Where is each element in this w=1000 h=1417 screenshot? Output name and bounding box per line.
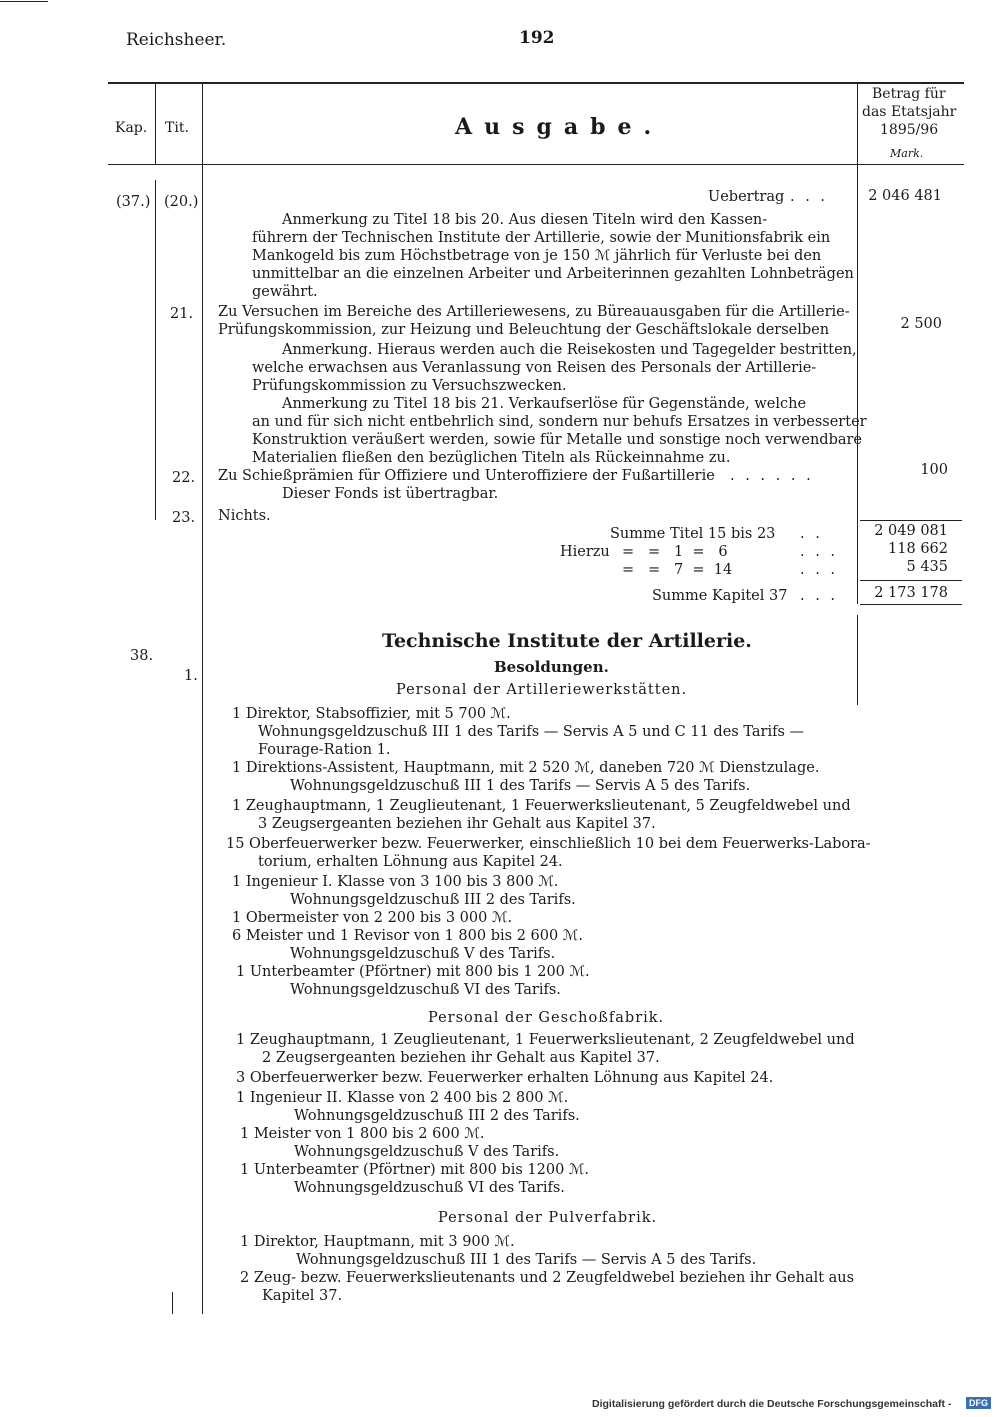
werk-line-2: Fourage-Ration 1. <box>258 742 391 758</box>
anm-18-21-line-2: Konstruktion veräußert werden, sowie für Metalle und sonstige noch verwendbare <box>252 432 863 448</box>
gesch-line-5: 1 Meister von 1 800 bis 2 600 ℳ. <box>240 1126 485 1142</box>
werk-line-4: Wohnungsgeldzuschuß III 1 des Tarifs — Servis A 5 des Tarifs. <box>290 778 751 794</box>
anm-21-line-1: welche erwachsen aus Veranlassung von Reisen des Personals der Artillerie- <box>252 360 817 376</box>
werk-line-10: Wohnungsgeldzuschuß III 2 des Tarifs. <box>290 892 576 908</box>
tit-1: 1. <box>184 668 198 684</box>
hierzu-1-amount: 118 662 <box>888 541 948 557</box>
uebertrag-amount: 2 046 481 <box>868 188 942 204</box>
anm-18-20-line-0: Anmerkung zu Titel 18 bis 20. Aus diesen Titeln wird den Kassen- <box>282 212 768 228</box>
tit-23-text: Nichts. <box>218 508 271 524</box>
gesch-line-8: Wohnungsgeldzuschuß VI des Tarifs. <box>294 1180 565 1196</box>
werk-line-5: 1 Zeughauptmann, 1 Zeuglieutenant, 1 Feuerwerkslieutenant, 5 Zeugfeldwebel und <box>232 798 851 814</box>
anm-18-21-line-3: Materialien fließen den bezüglichen Titeln als Rückeinnahme zu. <box>252 450 731 466</box>
summe-titel-dots: . . <box>800 526 823 542</box>
werk-line-11: 1 Obermeister von 2 200 bis 3 000 ℳ. <box>232 910 513 926</box>
tit-22-dots: . . . . . . <box>730 468 814 484</box>
tit-22: 22. <box>172 470 196 486</box>
summe-titel-label: Summe Titel 15 bis 23 <box>610 526 776 542</box>
tit-22-note: Dieser Fonds ist übertragbar. <box>282 486 499 502</box>
tit-21-line-0: Zu Versuchen im Bereiche des Artilleriewesens, zu Büreauausgaben für die Artillerie- <box>218 304 850 320</box>
werk-line-9: 1 Ingenieur I. Klasse von 3 100 bis 3 800 ℳ. <box>232 874 559 890</box>
table-top-rule <box>108 82 964 84</box>
tit-21-amount: 2 500 <box>900 316 942 332</box>
tit-20: (20.) <box>164 194 199 210</box>
personal-pulver-heading: Personal der Pulverfabrik. <box>438 1210 658 1226</box>
sum-rule-bottom <box>860 580 962 581</box>
hierzu-2: = = 7 = 14 <box>622 562 733 578</box>
gesch-line-3: 1 Ingenieur II. Klasse von 2 400 bis 2 800 ℳ. <box>236 1090 569 1106</box>
col-amount-header-3: 1895/96 <box>880 122 939 138</box>
anm-18-21-line-1: an und für sich nicht entbehrlich sind, sondern nur behufs Ersatzes in verbesserter <box>252 414 867 430</box>
besoldungen-heading: Besoldungen. <box>494 658 609 676</box>
uebertrag-label: Uebertrag <box>708 189 785 205</box>
col-amount-unit: Mark. <box>890 147 924 160</box>
tit-21: 21. <box>170 306 194 322</box>
kap-37: (37.) <box>116 194 151 210</box>
summe-titel-amount: 2 049 081 <box>874 523 948 539</box>
hierzu-2-amount: 5 435 <box>906 559 948 575</box>
kap-col-divider-bottom <box>172 1292 173 1314</box>
corner-rule <box>0 1 48 2</box>
tit-22-text: Zu Schießprämien für Offiziere und Unteroffiziere der Fußartillerie <box>218 468 715 484</box>
anm-18-20-line-4: gewährt. <box>252 284 318 300</box>
summe-kapitel-amount: 2 173 178 <box>874 585 948 601</box>
hierzu-label: Hierzu <box>560 544 610 560</box>
gesch-line-4: Wohnungsgeldzuschuß III 2 des Tarifs. <box>294 1108 580 1124</box>
werk-line-0: 1 Direktor, Stabsoffizier, mit 5 700 ℳ. <box>232 706 511 722</box>
footer-credit: Digitalisierung gefördert durch die Deutsche Forschungsgemeinschaft - <box>592 1398 952 1410</box>
page-number: 192 <box>519 28 555 48</box>
gesch-line-6: Wohnungsgeldzuschuß V des Tarifs. <box>294 1144 560 1160</box>
pulver-line-0: 1 Direktor, Hauptmann, mit 3 900 ℳ. <box>240 1234 515 1250</box>
dfg-logo: DFG <box>966 1397 991 1409</box>
tit-21-line-1: Prüfungskommission, zur Heizung und Beleuchtung der Geschäftslokale derselben <box>218 322 830 338</box>
gesch-line-7: 1 Unterbeamter (Pförtner) mit 800 bis 1200 ℳ. <box>240 1162 590 1178</box>
gesch-line-1: 2 Zeugsergeanten beziehen ihr Gehalt aus Kapitel 37. <box>262 1050 660 1066</box>
anm-18-21-line-0: Anmerkung zu Titel 18 bis 21. Verkaufserlöse für Gegenstände, welche <box>282 396 807 412</box>
kap-col-divider <box>155 84 156 164</box>
running-head: Reichsheer. <box>126 30 227 50</box>
werk-line-15: Wohnungsgeldzuschuß VI des Tarifs. <box>290 982 561 998</box>
col-amount-header-2: das Etatsjahr <box>862 104 957 120</box>
tit-col-divider <box>202 84 203 1314</box>
anm-18-20-line-1: führern der Technischen Institute der Artillerie, sowie der Munitionsfabrik ein <box>252 230 831 246</box>
anm-21-line-2: Prüfungskommission zu Versuchszwecken. <box>252 378 567 394</box>
uebertrag-dots: . . . <box>790 189 829 205</box>
amount-col-divider-lower <box>857 615 858 705</box>
hierzu-2-dots: . . . <box>800 562 839 578</box>
hierzu-1: = = 1 = 6 <box>622 544 728 560</box>
werk-line-6: 3 Zeugsergeanten beziehen ihr Gehalt aus Kapitel 37. <box>258 816 656 832</box>
gesch-line-0: 1 Zeughauptmann, 1 Zeuglieutenant, 1 Feuerwerkslieutenant, 2 Zeugfeldwebel und <box>236 1032 855 1048</box>
col-amount-header-1: Betrag für <box>872 86 946 102</box>
col-kap-header: Kap. <box>115 120 148 136</box>
werk-line-1: Wohnungsgeldzuschuß III 1 des Tarifs — Servis A 5 und C 11 des Tarifs — <box>258 724 805 740</box>
sum-rule-top <box>860 520 962 521</box>
werk-line-8: torium, erhalten Löhnung aus Kapitel 24. <box>258 854 563 870</box>
werk-line-7: 15 Oberfeuerwerker bezw. Feuerwerker, einschließlich 10 bei dem Feuerwerks-Labora- <box>226 836 871 852</box>
pulver-line-3: Kapitel 37. <box>262 1288 343 1304</box>
personal-werkstaetten-heading: Personal der Artilleriewerkstätten. <box>396 682 688 698</box>
col-tit-header: Tit. <box>165 120 189 136</box>
kap-col-divider-lower <box>155 180 156 520</box>
personal-geschoss-heading: Personal der Geschoßfabrik. <box>428 1010 665 1026</box>
tit-23: 23. <box>172 510 196 526</box>
werk-line-3: 1 Direktions-Assistent, Hauptmann, mit 2 520 ℳ, daneben 720 ℳ Dienstzulage. <box>232 760 820 776</box>
summe-kapitel-label: Summe Kapitel 37 <box>652 588 788 604</box>
anm-18-20-line-2: Mankogeld bis zum Höchstbetrage von je 150 ℳ jährlich für Verluste bei den <box>252 248 822 264</box>
sum-rule-kapitel <box>860 604 962 605</box>
werk-line-13: Wohnungsgeldzuschuß V des Tarifs. <box>290 946 556 962</box>
summe-kapitel-dots: . . . <box>800 588 839 604</box>
kap-38: 38. <box>130 648 154 664</box>
werk-line-12: 6 Meister und 1 Revisor von 1 800 bis 2 600 ℳ. <box>232 928 583 944</box>
pulver-line-1: Wohnungsgeldzuschuß III 1 des Tarifs — Servis A 5 des Tarifs. <box>296 1252 757 1268</box>
anm-21-line-0: Anmerkung. Hieraus werden auch die Reisekosten und Tagegelder bestritten, <box>282 342 857 358</box>
tit-22-amount: 100 <box>920 462 948 478</box>
anm-18-20-line-3: unmittelbar an die einzelnen Arbeiter und Arbeiterinnen gezahlten Lohnbeträgen <box>252 266 854 282</box>
hierzu-1-dots: . . . <box>800 544 839 560</box>
werk-line-14: 1 Unterbeamter (Pförtner) mit 800 bis 1 200 ℳ. <box>236 964 590 980</box>
table-title: Ausgabe. <box>455 114 664 140</box>
gesch-line-2: 3 Oberfeuerwerker bezw. Feuerwerker erhalten Löhnung aus Kapitel 24. <box>236 1070 774 1086</box>
pulver-line-2: 2 Zeug- bezw. Feuerwerkslieutenants und 2 Zeugfeldwebel beziehen ihr Gehalt aus <box>240 1270 855 1286</box>
table-header-rule <box>108 164 964 165</box>
section-title: Technische Institute der Artillerie. <box>382 630 752 652</box>
